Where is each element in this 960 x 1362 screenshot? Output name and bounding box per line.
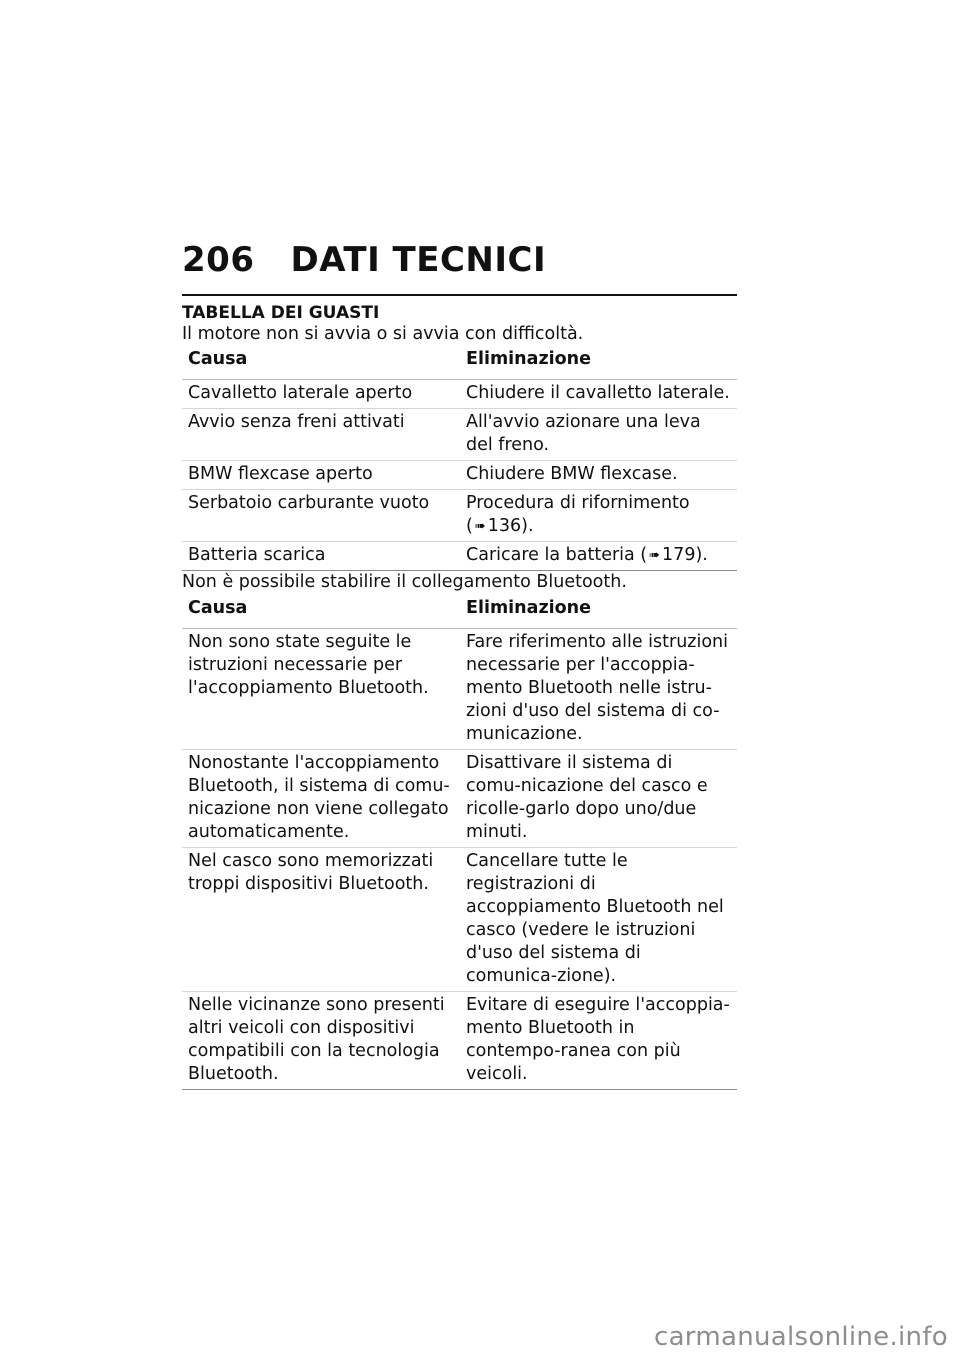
cause-cell: BMW flexcase aperto	[182, 461, 460, 490]
fix-cell: Fare riferimento alle istruzioni necessarie per l'accoppia-mento Bluetooth nelle istru-zioni d'uso del sistema di co-municazione.	[460, 629, 737, 750]
fix-text: Caricare la batteria (	[466, 545, 648, 565]
page-reference[interactable]: 136	[487, 516, 522, 536]
column-header-fix: Eliminazione	[460, 348, 737, 380]
table-row	[182, 380, 737, 409]
page-reference-arrow-icon: ➠	[649, 548, 661, 563]
table-header-row	[182, 348, 737, 380]
cause-cell: Nonostante l'accoppiamento Bluetooth, il sistema di comu-nicazione non viene collegato automaticamente.	[182, 750, 460, 848]
table-row	[182, 750, 737, 848]
fault-table-bluetooth	[182, 597, 737, 1090]
fix-text: Procedura di rifornimento (	[466, 493, 690, 536]
fix-cell: Evitare di eseguire l'accoppia-mento Bluetooth in contempo-ranea con più veicoli.	[460, 992, 737, 1090]
section-title: DATI TECNICI	[290, 240, 547, 280]
column-header-cause: Causa	[182, 597, 460, 629]
cause-cell: Nel casco sono memorizzati troppi dispositivi Bluetooth.	[182, 848, 460, 992]
fix-text-end: ).	[521, 516, 534, 536]
fix-cell: Chiudere il cavalletto laterale.	[460, 380, 737, 409]
fix-cell	[460, 490, 737, 542]
cause-cell: Cavalletto laterale aperto	[182, 380, 460, 409]
page-number: 206	[182, 240, 255, 280]
fix-cell	[460, 542, 737, 571]
cause-cell: Batteria scarica	[182, 542, 460, 571]
cause-cell: Avvio senza freni attivati	[182, 409, 460, 461]
page-reference[interactable]: 179	[662, 545, 696, 565]
fix-cell: Disattivare il sistema di comu-nicazione del casco e ricolle-garlo dopo uno/due minuti.	[460, 750, 737, 848]
fix-cell: Chiudere BMW flexcase.	[460, 461, 737, 490]
column-header-cause: Causa	[182, 348, 460, 380]
table-row	[182, 542, 737, 571]
page-reference-arrow-icon: ➠	[474, 519, 486, 534]
table-row	[182, 409, 737, 461]
column-header-fix: Eliminazione	[460, 597, 737, 629]
page-header	[182, 240, 737, 280]
table-header-row	[182, 597, 737, 629]
fix-cell: Cancellare tutte le registrazioni di accoppiamento Bluetooth nel casco (vedere le istruzioni d'uso del sistema di comunica-zione).	[460, 848, 737, 992]
fix-cell: All'avvio azionare una leva del freno.	[460, 409, 737, 461]
table1-intro: Il motore non si avvia o si avvia con difficoltà.	[182, 324, 584, 344]
cause-cell: Nelle vicinanze sono presenti altri veicoli con dispositivi compatibili con la tecnologia Bluetooth.	[182, 992, 460, 1090]
fix-text-end: ).	[695, 545, 708, 565]
cause-cell: Serbatoio carburante vuoto	[182, 490, 460, 542]
table-row	[182, 490, 737, 542]
cause-cell: Non sono state seguite le istruzioni necessarie per l'accoppiamento Bluetooth.	[182, 629, 460, 750]
table-row	[182, 629, 737, 750]
table-row	[182, 848, 737, 992]
table-row	[182, 461, 737, 490]
subheading: TABELLA DEI GUASTI	[182, 294, 737, 324]
table2-intro: Non è possibile stabilire il collegamento Bluetooth.	[182, 572, 627, 592]
watermark: carmanualsonline.info	[653, 1322, 948, 1352]
table-row	[182, 992, 737, 1090]
fault-table-engine	[182, 348, 737, 571]
